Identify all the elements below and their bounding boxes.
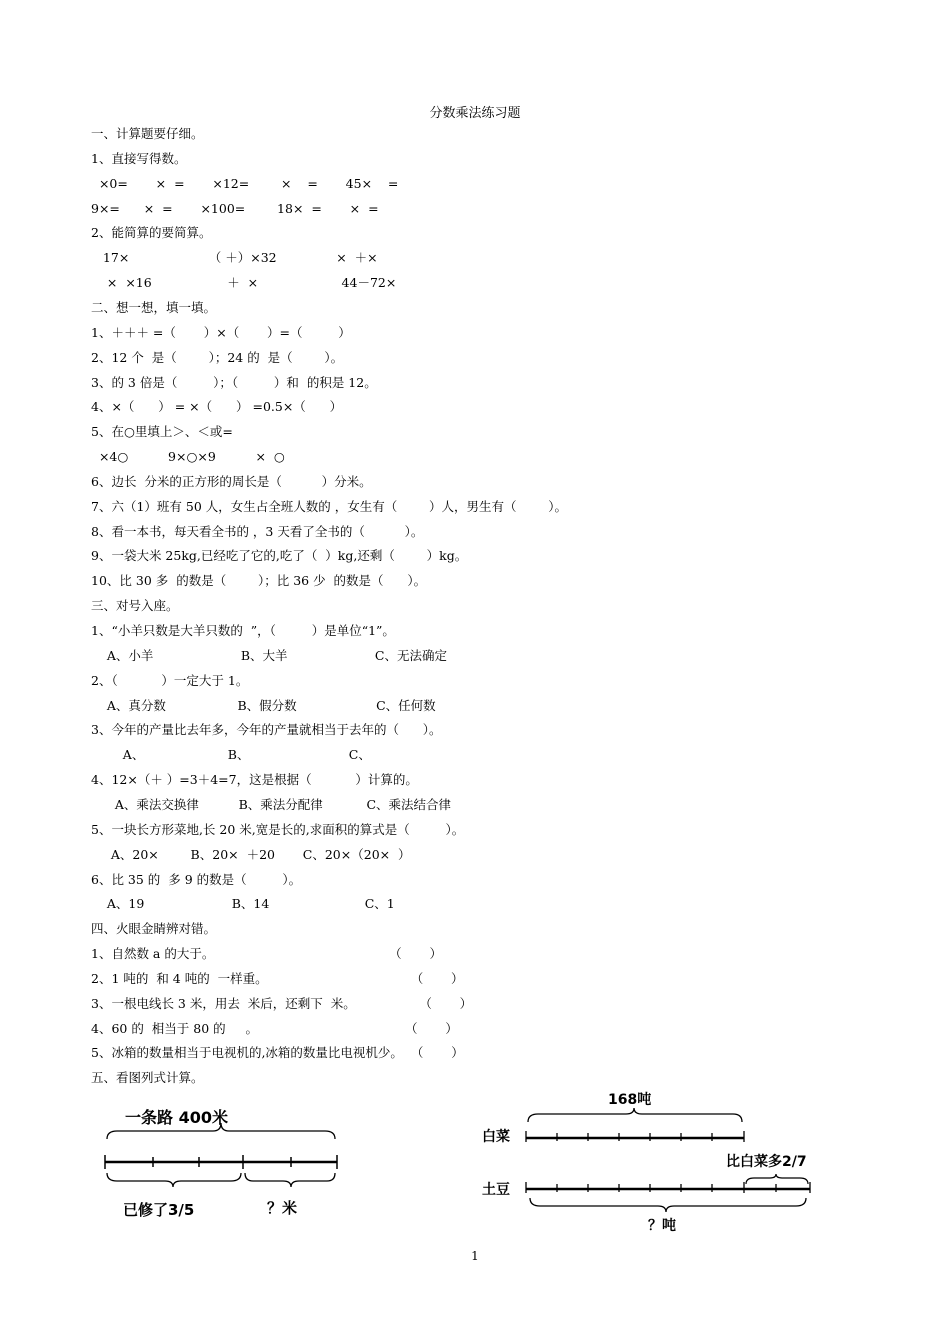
page-number: 1 [471,1249,479,1263]
worksheet-line: 3、一根电线长 3 米，用去 米后，还剩下 米。 （ ） [91,995,473,1011]
vegetable-diagram [478,1086,838,1236]
worksheet-line: 三、对号入座。 [91,598,179,614]
worksheet-line: 9×= × = ×100= 18× = × = [91,200,379,216]
worksheet-line: 一、计算题要仔细。 [91,126,204,141]
worksheet-line: 2、能简算的要简算。 [91,225,212,241]
worksheet-line: 3、今年的产量比去年多，今年的产量就相当于去年的（ ）。 [91,722,442,738]
worksheet-line: 8、看一本书，每天看全书的 ，3 天看了全书的（ ）。 [91,523,424,539]
worksheet-line: × ×16 ＋ × 44－72× [91,275,397,291]
worksheet-line: ×0= × = ×12= × = 45× = [91,175,399,191]
cabbage-label: 白菜 [482,1129,510,1145]
worksheet-line: A、真分数 B、假分数 C、任何数 [91,697,436,713]
worksheet-line: 7、六（1）班有 50 人，女生占全班人数的 ，女生有（ ）人，男生有（ ）。 [91,498,568,514]
worksheet-line: 5、冰箱的数量相当于电视机的,冰箱的数量比电视机少。 （ ） [91,1045,464,1061]
potato-unknown-label: ？吨 [648,1218,676,1234]
worksheet-line: 1、自然数 a 的大于。 （ ） [91,946,442,962]
road-repaired-label: 已修了3/5 [123,1201,195,1219]
worksheet-line: 2、12 个 是（ ）；24 的 是（ ）。 [91,349,344,365]
worksheet-line: 4、12×（＋ ）=3＋4=7，这是根据（ ）计算的。 [91,772,418,788]
worksheet-line: ×4○ 9×○×9 × ○ [91,449,285,465]
worksheet-line: 5、在○里填上＞、＜或= [91,424,233,440]
worksheet-line: 6、边长 分米的正方形的周长是（ ）分米。 [91,473,372,489]
worksheet-line: 1、直接写得数。 [91,150,187,166]
worksheet-line: 17× （ ＋）×32 × ＋× [91,250,378,266]
worksheet-line: 4、×（ ） = ×（ ） =0.5×（ ） [91,399,343,415]
worksheet-line: 4、60 的 相当于 80 的 。 （ ） [91,1020,458,1036]
potato-label: 土豆 [482,1182,510,1198]
worksheet-line: 5、一块长方形菜地,长 20 米,宽是长的,求面积的算式是（ ）。 [91,821,465,837]
worksheet-line: A、 B、 C、 [91,747,371,763]
worksheet-line: 二、想一想，填一填。 [91,299,217,315]
worksheet-line: 四、火眼金睛辨对错。 [91,921,217,937]
worksheet-line: A、乘法交换律 B、乘法分配律 C、乘法结合律 [91,796,452,812]
road-diagram [95,1095,355,1225]
worksheet-line: 1、“小羊只数是大羊只数的 ”，（ ）是单位“1”。 [91,623,395,638]
road-total-label: 一条路 400米 [125,1108,228,1127]
extra-fraction-label: 比白菜多2/7 [726,1154,807,1170]
worksheet-line: 10、比 30 多 的数是（ ）；比 36 少 的数是（ ）。 [91,573,427,589]
worksheet-line: 1、＋＋＋ =（ ）×（ ）=（ ） [91,324,351,340]
worksheet-line: 3、的 3 倍是（ ）；（ ）和 的积是 12。 [91,374,377,390]
worksheet-line: A、20× B、20× ＋20 C、20×（20× ） [91,846,411,862]
worksheet-line: 五、看图列式计算。 [91,1070,204,1086]
worksheet-line: 6、比 35 的 多 9 的数是（ ）。 [91,871,302,887]
worksheet-line: 9、一袋大米 25kg,已经吃了它的,吃了（ ）kg,还剩（ ）kg。 [91,548,468,564]
road-unknown-label: ？米 [267,1199,298,1217]
page-title: 分数乘法练习题 [429,106,521,121]
worksheet-line: 2、（ ）一定大于 1。 [91,672,249,688]
cabbage-total-label: 168吨 [608,1092,652,1108]
worksheet-line: A、小羊 B、大羊 C、无法确定 [91,647,448,663]
worksheet-line: A、19 B、14 C、1 [91,896,395,912]
worksheet-line: 2、1 吨的 和 4 吨的 一样重。 （ ） [91,970,464,986]
